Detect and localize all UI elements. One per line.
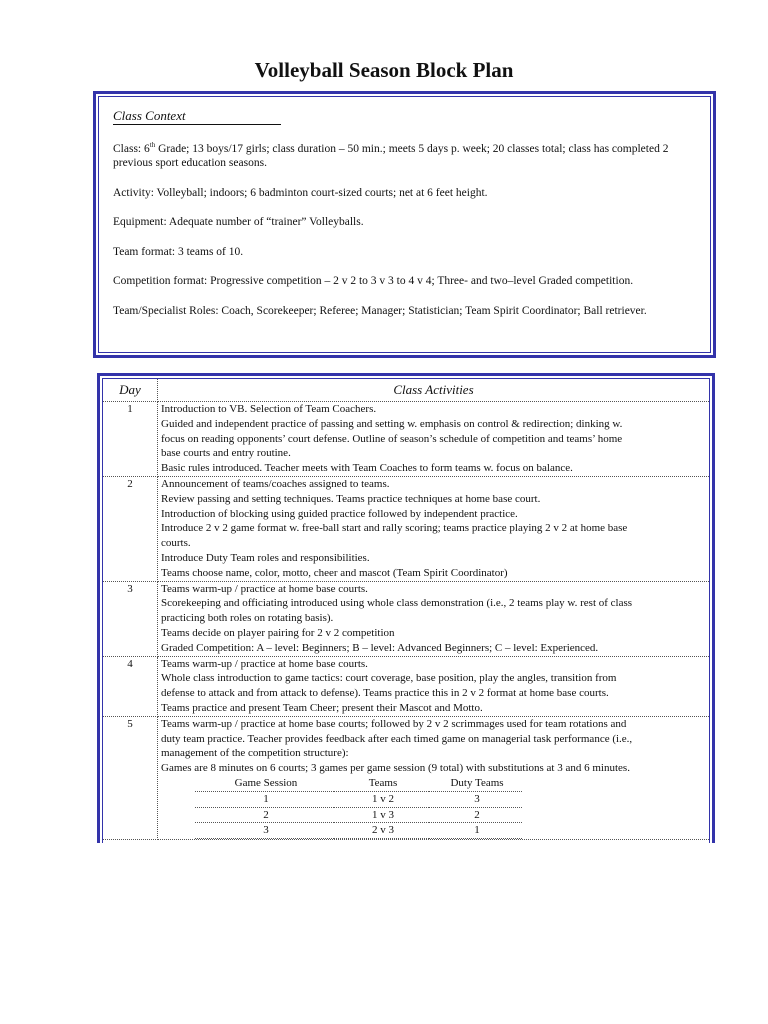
class-text-post: Grade; 13 boys/17 girls; class duration – 50 min.; meets 5 days p. week; 20 classes total; class has completed 2 previous sport education seasons. xyxy=(113,142,669,169)
document-title: Volleyball Season Block Plan xyxy=(254,58,514,82)
game-session-row xyxy=(195,823,522,839)
activity-line: courts. xyxy=(161,537,191,550)
activity-line: focus on reading opponents’ court defense. Outline of season’s schedule of competition and teams’ home xyxy=(161,432,623,445)
class-context-heading: Class Context xyxy=(113,109,281,125)
game-session-cell: 3 xyxy=(195,823,334,839)
game-session-header-row xyxy=(195,776,522,791)
day-activities xyxy=(158,581,710,656)
activity-line: Teams warm-up / practice at home base courts. xyxy=(161,582,368,595)
game-session-cell: 1 v 2 xyxy=(334,791,429,807)
activity-line: management of the competition structure): xyxy=(161,747,349,760)
day-number: 2 xyxy=(103,476,158,581)
activity-line: Scorekeeping and officiating introduced using whole class demonstration (i.e., 2 teams play w. rest of class xyxy=(161,597,633,610)
table-row xyxy=(103,476,709,581)
class-text-sup: th xyxy=(149,140,156,149)
activity-line: base courts and entry routine. xyxy=(161,447,291,460)
activity-line: Teams warm-up / practice at home base courts. xyxy=(161,657,368,670)
activities-column-header: Class Activities xyxy=(158,379,710,402)
table-header-row xyxy=(103,379,709,402)
day-activities xyxy=(158,656,710,716)
activity-line: Introduce Duty Team roles and responsibilities. xyxy=(161,551,370,564)
game-session-cell: 3 xyxy=(429,791,522,807)
table-row xyxy=(103,402,709,477)
activity-line: Teams warm-up / practice at home base courts; followed by 2 v 2 scrimmages used for team rotations and xyxy=(161,717,627,730)
activity-line: Basic rules introduced. Teacher meets with Team Coaches to form teams w. focus on balance. xyxy=(161,462,573,475)
day-number: 1 xyxy=(103,402,158,477)
game-session-cell: 1 v 3 xyxy=(334,807,429,823)
game-session-row xyxy=(195,791,522,807)
equipment-description: Equipment: Adequate number of “trainer” Volleyballs. xyxy=(113,216,364,228)
activity-line: Graded Competition: A – level: Beginners; B – level: Advanced Beginners; C – level: Experienced. xyxy=(161,641,599,654)
table-row xyxy=(103,656,709,716)
game-session-cell: 2 v 3 xyxy=(334,823,429,839)
day-activities xyxy=(158,476,710,581)
game-session-cell: 2 xyxy=(195,807,334,823)
activity-line: Teams choose name, color, motto, cheer and mascot (Team Spirit Coordinator) xyxy=(161,566,508,579)
competition-format-description: Competition format: Progressive competition – 2 v 2 to 3 v 3 to 4 v 4; Three- and two–level Graded competition. xyxy=(113,275,634,287)
table-row xyxy=(103,581,709,656)
day-activities xyxy=(158,716,710,839)
class-activities-body xyxy=(103,402,709,840)
class-text-pre: Class: 6 xyxy=(113,142,150,155)
game-session-row xyxy=(195,807,522,823)
game-session-cell: 1 xyxy=(429,823,522,839)
activity-line: Whole class introduction to game tactics: court coverage, base position, play the angles, transition from xyxy=(161,672,617,685)
activity-line: Review passing and setting techniques. Teams practice techniques at home base court. xyxy=(161,492,541,505)
day-activities xyxy=(158,402,710,477)
class-context-box xyxy=(93,91,716,358)
game-session-cell: 1 xyxy=(195,791,334,807)
roles-description: Team/Specialist Roles: Coach, Scorekeeper; Referee; Manager; Statistician; Team Spirit Coordinator; Ball retriever. xyxy=(113,304,647,317)
game-session-header: Teams xyxy=(334,776,429,791)
activity-description: Activity: Volleyball; indoors; 6 badminton court-sized courts; net at 6 feet height. xyxy=(113,186,488,199)
activity-line: duty team practice. Teacher provides feedback after each timed game on managerial task performance (i.e., xyxy=(161,732,633,745)
activity-line: Announcement of teams/coaches assigned to teams. xyxy=(161,477,390,490)
class-description xyxy=(113,142,703,171)
day-column-header: Day xyxy=(103,379,158,402)
activity-line: Introduce 2 v 2 game format w. free-ball start and rally scoring; teams practice playing 2 v 2 at home base xyxy=(161,522,628,535)
day-number: 4 xyxy=(103,656,158,716)
class-activities-box xyxy=(97,373,715,843)
activity-line: Guided and independent practice of passing and setting w. emphasis on control & redirection; dinking w. xyxy=(161,417,623,430)
game-session-cell: 2 xyxy=(429,807,522,823)
activity-line: Teams decide on player pairing for 2 v 2 competition xyxy=(161,626,395,639)
activity-line: Games are 8 minutes on 6 courts; 3 games per game session (9 total) with substitutions at 3 and 6 minutes. xyxy=(161,762,630,775)
day-number: 5 xyxy=(103,716,158,839)
class-activities-table xyxy=(103,379,709,840)
game-session-table xyxy=(195,776,522,839)
activity-line: Introduction of blocking using guided practice followed by independent practice. xyxy=(161,507,518,520)
activity-line: Teams practice and present Team Cheer; present their Mascot and Motto. xyxy=(161,701,483,714)
day-number: 3 xyxy=(103,581,158,656)
team-format-description: Team format: 3 teams of 10. xyxy=(113,245,244,258)
game-session-header: Game Session xyxy=(195,776,334,791)
activity-line: Introduction to VB. Selection of Team Coachers. xyxy=(161,403,377,415)
game-session-header: Duty Teams xyxy=(429,776,522,791)
class-context-inner xyxy=(98,96,711,353)
activity-line: defense to attack and from attack to defense). Teams practice this in 2 v 2 format at home base courts. xyxy=(161,687,609,700)
activity-line: practicing both roles on rotating basis). xyxy=(161,612,334,625)
table-row xyxy=(103,716,709,839)
class-activities-inner xyxy=(102,378,710,843)
